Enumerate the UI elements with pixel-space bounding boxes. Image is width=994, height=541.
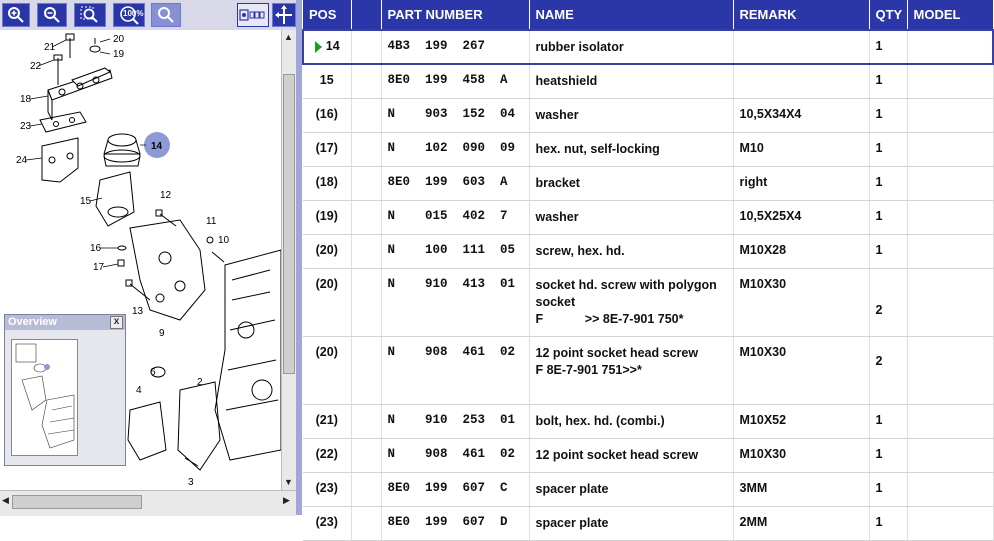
cell-part-number: N 903 152 04 xyxy=(381,98,529,132)
overview-title-bar xyxy=(5,315,125,330)
cell-qty xyxy=(869,472,907,506)
qty-value: 1 xyxy=(875,73,883,87)
scroll-left-arrow-icon[interactable]: ◀ xyxy=(2,495,9,505)
callout-15[interactable]: 15 xyxy=(80,196,92,207)
name-line: 12 point socket head screw xyxy=(535,345,699,360)
cell-blank xyxy=(351,64,381,98)
diagram-toolbar xyxy=(0,0,298,30)
qty-value: 2 xyxy=(875,353,883,368)
table-row[interactable] xyxy=(303,98,993,132)
qty-value: 1 xyxy=(875,514,883,529)
cell-model xyxy=(907,472,993,506)
callout-4[interactable]: 4 xyxy=(136,385,142,396)
cell-part-number: N 908 461 02 xyxy=(381,336,529,404)
cell-name xyxy=(529,506,733,540)
name-line: bolt, hex. hd. (combi.) xyxy=(535,413,665,428)
table-row[interactable] xyxy=(303,438,993,472)
qty-value: 1 xyxy=(875,140,883,155)
pos-value: (23) xyxy=(315,514,338,529)
zoom-out-icon xyxy=(43,6,61,24)
column-header-blank xyxy=(351,0,381,30)
pos-value: (22) xyxy=(315,446,338,461)
pos-value: (17) xyxy=(315,140,338,155)
callout-17[interactable]: 17 xyxy=(93,262,105,273)
cell-qty xyxy=(869,336,907,404)
diagram-horizontal-scrollbar[interactable] xyxy=(0,490,296,516)
overview-panel xyxy=(4,314,126,466)
pan-button[interactable] xyxy=(272,3,296,27)
table-row[interactable] xyxy=(303,506,993,540)
qty-value: 1 xyxy=(875,446,883,461)
cell-pos xyxy=(303,234,351,268)
name-line: washer xyxy=(535,107,579,122)
cell-pos xyxy=(303,438,351,472)
qty-value: 1 xyxy=(875,39,883,53)
zoom-100-button[interactable] xyxy=(113,3,145,27)
cell-blank xyxy=(351,234,381,268)
name-line: socket xyxy=(535,294,576,309)
callout-24[interactable]: 24 xyxy=(16,155,28,166)
cell-model xyxy=(907,132,993,166)
cell-name xyxy=(529,472,733,506)
name-line: F 8E-7-901 751>>* xyxy=(535,362,642,377)
cell-remark: M10X28 xyxy=(733,234,869,268)
callout-18[interactable]: 18 xyxy=(20,94,32,105)
cell-remark xyxy=(733,30,869,64)
callout-3[interactable]: 3 xyxy=(188,477,194,488)
overview-toggle-button[interactable] xyxy=(237,3,269,27)
cell-part-number: 4B3 199 267 xyxy=(381,30,529,64)
scroll-right-arrow-icon[interactable]: ▶ xyxy=(283,495,290,505)
cell-remark: M10X52 xyxy=(733,404,869,438)
cell-qty xyxy=(869,438,907,472)
cell-remark: M10 xyxy=(733,132,869,166)
cell-part-number: N 102 090 09 xyxy=(381,132,529,166)
cell-part-number: 8E0 199 458 A xyxy=(381,64,529,98)
cell-blank xyxy=(351,268,381,336)
cell-remark: M10X30 xyxy=(733,438,869,472)
callout-9[interactable]: 9 xyxy=(159,328,165,339)
cell-remark: 2MM xyxy=(733,506,869,540)
cell-part-number: 8E0 199 607 D xyxy=(381,506,529,540)
current-row-pointer-icon xyxy=(315,41,322,53)
table-row[interactable] xyxy=(303,200,993,234)
cell-pos xyxy=(303,336,351,404)
name-line: F >> 8E-7-901 750* xyxy=(535,311,684,326)
callout-6[interactable]: 6 xyxy=(150,367,156,378)
cell-model xyxy=(907,438,993,472)
pos-value: (18) xyxy=(315,174,338,189)
parts-list xyxy=(302,0,992,530)
cell-blank xyxy=(351,472,381,506)
pos-value: (23) xyxy=(315,480,338,495)
cell-name xyxy=(529,132,733,166)
name-line: hex. nut, self-locking xyxy=(535,141,660,156)
table-row[interactable] xyxy=(303,268,993,336)
cell-pos xyxy=(303,472,351,506)
cell-pos xyxy=(303,268,351,336)
cell-model xyxy=(907,336,993,404)
qty-value: 1 xyxy=(875,208,883,223)
cell-blank xyxy=(351,30,381,64)
cell-blank xyxy=(351,98,381,132)
cell-qty xyxy=(869,506,907,540)
overview-close-button[interactable]: x xyxy=(110,316,123,329)
callout-10[interactable]: 10 xyxy=(218,235,230,246)
cell-model xyxy=(907,64,993,98)
callout-12[interactable]: 12 xyxy=(160,190,172,201)
zoom-out-button[interactable] xyxy=(37,3,67,27)
cell-model xyxy=(907,404,993,438)
name-line: 12 point socket head screw xyxy=(535,447,699,462)
cell-pos xyxy=(303,64,351,98)
cell-blank xyxy=(351,200,381,234)
table-row[interactable] xyxy=(303,234,993,268)
cell-qty xyxy=(869,132,907,166)
callout-23[interactable]: 23 xyxy=(20,121,32,132)
zoom-fit-button[interactable] xyxy=(151,3,181,27)
parts-table xyxy=(302,0,994,541)
cell-qty xyxy=(869,268,907,336)
cell-remark xyxy=(733,64,869,98)
cell-pos xyxy=(303,132,351,166)
name-line: washer xyxy=(535,209,579,224)
cell-part-number: N 910 413 01 xyxy=(381,268,529,336)
name-line: screw, hex. hd. xyxy=(535,243,625,258)
cell-blank xyxy=(351,438,381,472)
callout-16[interactable]: 16 xyxy=(90,243,102,254)
zoom-area-icon xyxy=(80,6,100,24)
name-line: heatshield xyxy=(535,74,598,88)
column-header-remark[interactable]: REMARK xyxy=(733,0,869,30)
overview-title: Overview xyxy=(8,316,57,328)
qty-value: 1 xyxy=(875,480,883,495)
qty-value: 1 xyxy=(875,412,883,427)
cell-pos xyxy=(303,404,351,438)
cell-remark: 10,5X25X4 xyxy=(733,200,869,234)
column-header-model[interactable]: MODEL xyxy=(907,0,993,30)
table-row[interactable] xyxy=(303,64,993,98)
cell-blank xyxy=(351,166,381,200)
name-line: socket hd. screw with polygon xyxy=(535,277,717,292)
cell-part-number: 8E0 199 607 C xyxy=(381,472,529,506)
magnifier-icon xyxy=(157,6,175,24)
cell-part-number: N 015 402 7 xyxy=(381,200,529,234)
cell-remark: 3MM xyxy=(733,472,869,506)
table-row[interactable] xyxy=(303,404,993,438)
cell-part-number: N 908 461 02 xyxy=(381,438,529,472)
column-header-qty[interactable]: QTY xyxy=(869,0,907,30)
name-line: rubber isolator xyxy=(535,40,624,54)
cell-qty xyxy=(869,30,907,64)
column-header-name[interactable]: NAME xyxy=(529,0,733,30)
qty-value: 2 xyxy=(875,302,883,317)
cell-qty xyxy=(869,98,907,132)
cell-blank xyxy=(351,404,381,438)
callout-19[interactable]: 19 xyxy=(113,49,125,60)
vertical-scroll-thumb[interactable] xyxy=(283,74,295,374)
table-row[interactable] xyxy=(303,336,993,404)
cell-pos xyxy=(303,30,351,64)
cell-name xyxy=(529,166,733,200)
cell-name xyxy=(529,64,733,98)
callout-13[interactable]: 13 xyxy=(132,306,144,317)
cell-part-number: N 910 253 01 xyxy=(381,404,529,438)
cell-blank xyxy=(351,506,381,540)
cell-qty xyxy=(869,64,907,98)
cell-model xyxy=(907,98,993,132)
name-line: bracket xyxy=(535,175,580,190)
cell-qty xyxy=(869,234,907,268)
overview-icon xyxy=(239,8,267,22)
callout-11[interactable]: 11 xyxy=(206,216,217,227)
zoom-in-icon xyxy=(7,6,25,24)
cell-remark: right xyxy=(733,166,869,200)
qty-value: 1 xyxy=(875,174,883,189)
cell-remark: 10,5X34X4 xyxy=(733,98,869,132)
horizontal-scroll-thumb[interactable] xyxy=(12,495,142,509)
pos-value: (20) xyxy=(315,242,338,257)
column-header-part-number[interactable]: PART NUMBER xyxy=(381,0,529,30)
name-line: spacer plate xyxy=(535,481,609,496)
cell-name xyxy=(529,336,733,404)
cell-pos xyxy=(303,506,351,540)
callout-20[interactable]: 20 xyxy=(113,34,125,45)
cell-blank xyxy=(351,336,381,404)
callout-22[interactable]: 22 xyxy=(30,61,42,72)
cell-name xyxy=(529,200,733,234)
callout-21[interactable]: 21 xyxy=(44,42,56,53)
zoom-in-button[interactable] xyxy=(2,3,30,27)
cell-part-number: N 100 111 05 xyxy=(381,234,529,268)
table-header-row xyxy=(303,0,993,30)
cell-model xyxy=(907,166,993,200)
cell-pos xyxy=(303,200,351,234)
pos-value: (19) xyxy=(315,208,338,223)
cell-model xyxy=(907,234,993,268)
table-row[interactable] xyxy=(303,472,993,506)
table-row[interactable] xyxy=(303,166,993,200)
cell-part-number: 8E0 199 603 A xyxy=(381,166,529,200)
column-header-pos[interactable]: POS xyxy=(303,0,351,30)
zoom-100-label: 100% xyxy=(123,9,144,18)
cell-name xyxy=(529,404,733,438)
callout-2[interactable]: 2 xyxy=(197,377,203,388)
name-line: spacer plate xyxy=(535,515,609,530)
cell-model xyxy=(907,268,993,336)
cell-qty xyxy=(869,166,907,200)
pos-value: (16) xyxy=(315,106,338,121)
callout-14[interactable]: 14 xyxy=(151,141,163,152)
pos-value: (21) xyxy=(315,412,338,427)
cell-name xyxy=(529,268,733,336)
cell-qty xyxy=(869,200,907,234)
pos-value: (20) xyxy=(315,276,338,291)
cell-remark: M10X30 xyxy=(733,336,869,404)
overview-thumbnail[interactable] xyxy=(11,339,78,456)
overview-drawing xyxy=(12,340,77,455)
cell-model xyxy=(907,200,993,234)
qty-value: 1 xyxy=(875,242,883,257)
pos-value: (20) xyxy=(315,344,338,359)
cell-name xyxy=(529,234,733,268)
cell-name xyxy=(529,98,733,132)
cell-remark: M10X30 xyxy=(733,268,869,336)
cell-blank xyxy=(351,132,381,166)
cell-name xyxy=(529,30,733,64)
cell-qty xyxy=(869,404,907,438)
diagram-vertical-scrollbar[interactable] xyxy=(281,30,297,490)
zoom-area-button[interactable] xyxy=(74,3,106,27)
cell-name xyxy=(529,438,733,472)
scroll-down-arrow-icon[interactable]: ▼ xyxy=(284,477,293,487)
cell-model xyxy=(907,506,993,540)
scroll-up-arrow-icon[interactable]: ▲ xyxy=(284,32,293,42)
cell-pos xyxy=(303,166,351,200)
pan-arrows-icon xyxy=(275,5,293,25)
cell-model xyxy=(907,30,993,64)
table-row[interactable] xyxy=(303,132,993,166)
pos-value: 14 xyxy=(325,39,340,53)
cell-pos xyxy=(303,98,351,132)
table-row[interactable] xyxy=(303,30,993,64)
qty-value: 1 xyxy=(875,106,883,121)
pos-value: 15 xyxy=(319,73,334,87)
